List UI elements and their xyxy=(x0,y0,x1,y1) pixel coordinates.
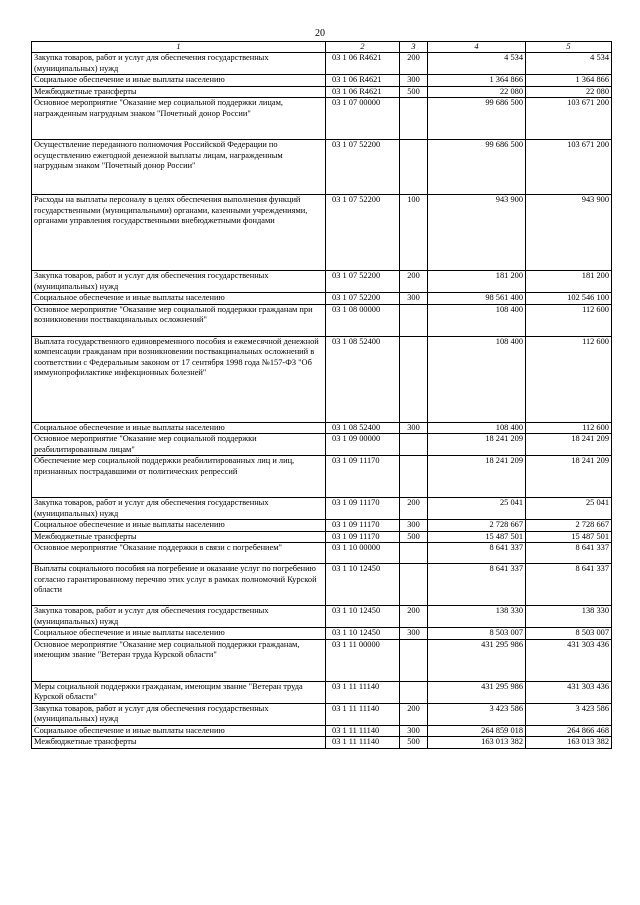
row-name-cell: Основное мероприятие "Оказание мер социальной поддержки реабилитированным лицам" xyxy=(32,434,326,456)
column-number-2: 2 xyxy=(326,42,400,53)
amount-year1-cell: 108 400 xyxy=(428,304,526,336)
amount-year2-cell: 103 671 200 xyxy=(526,140,612,195)
expense-type-cell: 500 xyxy=(400,531,428,543)
amount-year1-cell: 163 013 382 xyxy=(428,737,526,749)
target-code-cell: 03 1 11 11140 xyxy=(326,737,400,749)
expense-type-cell: 500 xyxy=(400,86,428,98)
column-number-4: 4 xyxy=(428,42,526,53)
expense-type-cell: 300 xyxy=(400,628,428,640)
amount-year1-cell: 2 728 667 xyxy=(428,520,526,532)
table-row xyxy=(32,606,612,628)
row-name-cell: Межбюджетные трансферты xyxy=(32,531,326,543)
table-row xyxy=(32,271,612,293)
target-code-cell: 03 1 06 R4621 xyxy=(326,75,400,87)
row-name-cell: Социальное обеспечение и иные выплаты населению xyxy=(32,520,326,532)
row-name-cell: Меры социальной поддержки гражданам, имеющим звание "Ветеран труда Курской области" xyxy=(32,681,326,703)
amount-year1-cell: 108 400 xyxy=(428,422,526,434)
table-row xyxy=(32,86,612,98)
target-code-cell: 03 1 07 52200 xyxy=(326,271,400,293)
table-row xyxy=(32,520,612,532)
amount-year2-cell: 138 330 xyxy=(526,606,612,628)
row-name-cell: Основное мероприятие "Оказание мер социальной поддержки гражданам при возникновении поствакцинальных осложнений" xyxy=(32,304,326,336)
row-name-cell: Социальное обеспечение и иные выплаты населению xyxy=(32,293,326,305)
table-row xyxy=(32,53,612,75)
target-code-cell: 03 1 08 52400 xyxy=(326,336,400,422)
target-code-cell: 03 1 09 11170 xyxy=(326,498,400,520)
row-name-cell: Обеспечение мер социальной поддержки реабилитированных лиц и лиц, признанных пострадавшими от политических репрессий xyxy=(32,456,326,498)
expense-type-cell xyxy=(400,98,428,140)
amount-year1-cell: 25 041 xyxy=(428,498,526,520)
amount-year2-cell: 4 534 xyxy=(526,53,612,75)
row-name-cell: Основное мероприятие "Оказание поддержки в связи с погребением" xyxy=(32,543,326,564)
amount-year1-cell: 99 686 500 xyxy=(428,140,526,195)
target-code-cell: 03 1 09 11170 xyxy=(326,456,400,498)
amount-year2-cell: 112 600 xyxy=(526,336,612,422)
target-code-cell: 03 1 06 R4621 xyxy=(326,86,400,98)
column-number-1: 1 xyxy=(32,42,326,53)
expense-type-cell: 500 xyxy=(400,737,428,749)
amount-year2-cell: 163 013 382 xyxy=(526,737,612,749)
amount-year1-cell: 138 330 xyxy=(428,606,526,628)
amount-year1-cell: 8 503 007 xyxy=(428,628,526,640)
amount-year2-cell: 103 671 200 xyxy=(526,98,612,140)
amount-year1-cell: 943 900 xyxy=(428,195,526,271)
expense-type-cell: 200 xyxy=(400,53,428,75)
expense-type-cell xyxy=(400,681,428,703)
expense-type-cell: 300 xyxy=(400,293,428,305)
target-code-cell: 03 1 09 11170 xyxy=(326,531,400,543)
row-name-cell: Межбюджетные трансферты xyxy=(32,737,326,749)
row-name-cell: Осуществление переданного полномочия Российской Федерации по осуществлению ежегодной денежной выплаты лицам, награжденным нагрудным знаком "Почетный донор России" xyxy=(32,140,326,195)
target-code-cell: 03 1 07 52200 xyxy=(326,293,400,305)
row-name-cell: Основное мероприятие "Оказание мер социальной поддержки гражданам, имеющим звание "Ветеран труда Курской области" xyxy=(32,639,326,681)
row-name-cell: Закупка товаров, работ и услуг для обеспечения государственных (муниципальных) нужд xyxy=(32,498,326,520)
expense-type-cell: 300 xyxy=(400,75,428,87)
table-row xyxy=(32,422,612,434)
target-code-cell: 03 1 11 11140 xyxy=(326,725,400,737)
table-row xyxy=(32,140,612,195)
expense-type-cell xyxy=(400,639,428,681)
amount-year2-cell: 18 241 209 xyxy=(526,434,612,456)
amount-year2-cell: 112 600 xyxy=(526,304,612,336)
table-row xyxy=(32,293,612,305)
amount-year1-cell: 1 364 866 xyxy=(428,75,526,87)
row-name-cell: Закупка товаров, работ и услуг для обеспечения государственных (муниципальных) нужд xyxy=(32,606,326,628)
row-name-cell: Основное мероприятие "Оказание мер социальной поддержки лицам, награжденным нагрудным знаком "Почетный донор России" xyxy=(32,98,326,140)
table-row xyxy=(32,543,612,564)
expense-type-cell xyxy=(400,564,428,606)
amount-year2-cell: 3 423 586 xyxy=(526,703,612,725)
amount-year1-cell: 264 859 018 xyxy=(428,725,526,737)
amount-year1-cell: 4 534 xyxy=(428,53,526,75)
row-name-cell: Социальное обеспечение и иные выплаты населению xyxy=(32,725,326,737)
column-number-3: 3 xyxy=(400,42,428,53)
expense-type-cell xyxy=(400,456,428,498)
target-code-cell: 03 1 06 R4621 xyxy=(326,53,400,75)
page-number: 20 xyxy=(315,28,325,39)
amount-year1-cell: 15 487 501 xyxy=(428,531,526,543)
table-row xyxy=(32,564,612,606)
amount-year1-cell: 18 241 209 xyxy=(428,434,526,456)
target-code-cell: 03 1 10 12450 xyxy=(326,564,400,606)
target-code-cell: 03 1 07 52200 xyxy=(326,195,400,271)
amount-year2-cell: 112 600 xyxy=(526,422,612,434)
table-row xyxy=(32,737,612,749)
amount-year1-cell: 18 241 209 xyxy=(428,456,526,498)
row-name-cell: Социальное обеспечение и иные выплаты населению xyxy=(32,628,326,640)
expense-type-cell: 300 xyxy=(400,422,428,434)
table-row xyxy=(32,639,612,681)
row-name-cell: Выплаты социального пособия на погребение и оказание услуг по погребению согласно гарантированному перечню этих услуг в рамках полномочий Курской области xyxy=(32,564,326,606)
column-number-5: 5 xyxy=(526,42,612,53)
table-row xyxy=(32,725,612,737)
target-code-cell: 03 1 10 12450 xyxy=(326,606,400,628)
expense-type-cell: 300 xyxy=(400,725,428,737)
row-name-cell: Закупка товаров, работ и услуг для обеспечения государственных (муниципальных) нужд xyxy=(32,703,326,725)
target-code-cell: 03 1 09 00000 xyxy=(326,434,400,456)
table-row xyxy=(32,531,612,543)
amount-year2-cell: 22 080 xyxy=(526,86,612,98)
row-name-cell: Закупка товаров, работ и услуг для обеспечения государственных (муниципальных) нужд xyxy=(32,271,326,293)
target-code-cell: 03 1 08 52400 xyxy=(326,422,400,434)
amount-year2-cell: 15 487 501 xyxy=(526,531,612,543)
table-row xyxy=(32,304,612,336)
table-row xyxy=(32,628,612,640)
expense-type-cell: 300 xyxy=(400,520,428,532)
table-row xyxy=(32,434,612,456)
amount-year1-cell: 99 686 500 xyxy=(428,98,526,140)
column-number-row xyxy=(32,42,612,53)
expense-type-cell: 100 xyxy=(400,195,428,271)
amount-year1-cell: 431 295 986 xyxy=(428,639,526,681)
expense-type-cell: 200 xyxy=(400,703,428,725)
expense-type-cell xyxy=(400,304,428,336)
amount-year1-cell: 8 641 337 xyxy=(428,543,526,564)
target-code-cell: 03 1 09 11170 xyxy=(326,520,400,532)
expense-type-cell xyxy=(400,336,428,422)
table-row xyxy=(32,195,612,271)
row-name-cell: Расходы на выплаты персоналу в целях обеспечения выполнения функций государственными (муниципальными) органами, казенными учреждениями, органами управления государственными внебюджетными фондами xyxy=(32,195,326,271)
target-code-cell: 03 1 07 52200 xyxy=(326,140,400,195)
target-code-cell: 03 1 11 11140 xyxy=(326,681,400,703)
row-name-cell: Социальное обеспечение и иные выплаты населению xyxy=(32,422,326,434)
amount-year1-cell: 431 295 986 xyxy=(428,681,526,703)
amount-year1-cell: 98 561 400 xyxy=(428,293,526,305)
amount-year1-cell: 3 423 586 xyxy=(428,703,526,725)
amount-year2-cell: 18 241 209 xyxy=(526,456,612,498)
amount-year1-cell: 8 641 337 xyxy=(428,564,526,606)
amount-year2-cell: 264 866 468 xyxy=(526,725,612,737)
expense-type-cell xyxy=(400,140,428,195)
expense-type-cell xyxy=(400,543,428,564)
amount-year2-cell: 943 900 xyxy=(526,195,612,271)
amount-year2-cell: 102 546 100 xyxy=(526,293,612,305)
row-name-cell: Выплата государственного единовременного пособия и ежемесячной денежной компенсации гражданам при возникновении поствакцинальных осложнений в соответствии с Федеральным законом от 17 сентября 1998 года №157-ФЗ "Об иммунопрофилактике инфекционных болезней" xyxy=(32,336,326,422)
amount-year2-cell: 25 041 xyxy=(526,498,612,520)
target-code-cell: 03 1 08 00000 xyxy=(326,304,400,336)
amount-year2-cell: 2 728 667 xyxy=(526,520,612,532)
amount-year1-cell: 22 080 xyxy=(428,86,526,98)
amount-year2-cell: 8 503 007 xyxy=(526,628,612,640)
amount-year2-cell: 8 641 337 xyxy=(526,564,612,606)
table-row xyxy=(32,498,612,520)
table-row xyxy=(32,75,612,87)
target-code-cell: 03 1 07 00000 xyxy=(326,98,400,140)
amount-year2-cell: 431 303 436 xyxy=(526,681,612,703)
amount-year2-cell: 1 364 866 xyxy=(526,75,612,87)
amount-year2-cell: 431 303 436 xyxy=(526,639,612,681)
amount-year1-cell: 108 400 xyxy=(428,336,526,422)
expense-type-cell xyxy=(400,434,428,456)
table-row xyxy=(32,703,612,725)
table-row xyxy=(32,98,612,140)
row-name-cell: Межбюджетные трансферты xyxy=(32,86,326,98)
budget-table xyxy=(31,41,612,749)
table-row xyxy=(32,456,612,498)
target-code-cell: 03 1 11 11140 xyxy=(326,703,400,725)
amount-year1-cell: 181 200 xyxy=(428,271,526,293)
amount-year2-cell: 8 641 337 xyxy=(526,543,612,564)
amount-year2-cell: 181 200 xyxy=(526,271,612,293)
table-row xyxy=(32,336,612,422)
target-code-cell: 03 1 11 00000 xyxy=(326,639,400,681)
expense-type-cell: 200 xyxy=(400,271,428,293)
expense-type-cell: 200 xyxy=(400,606,428,628)
expense-type-cell: 200 xyxy=(400,498,428,520)
target-code-cell: 03 1 10 12450 xyxy=(326,628,400,640)
target-code-cell: 03 1 10 00000 xyxy=(326,543,400,564)
row-name-cell: Социальное обеспечение и иные выплаты населению xyxy=(32,75,326,87)
row-name-cell: Закупка товаров, работ и услуг для обеспечения государственных (муниципальных) нужд xyxy=(32,53,326,75)
table-row xyxy=(32,681,612,703)
